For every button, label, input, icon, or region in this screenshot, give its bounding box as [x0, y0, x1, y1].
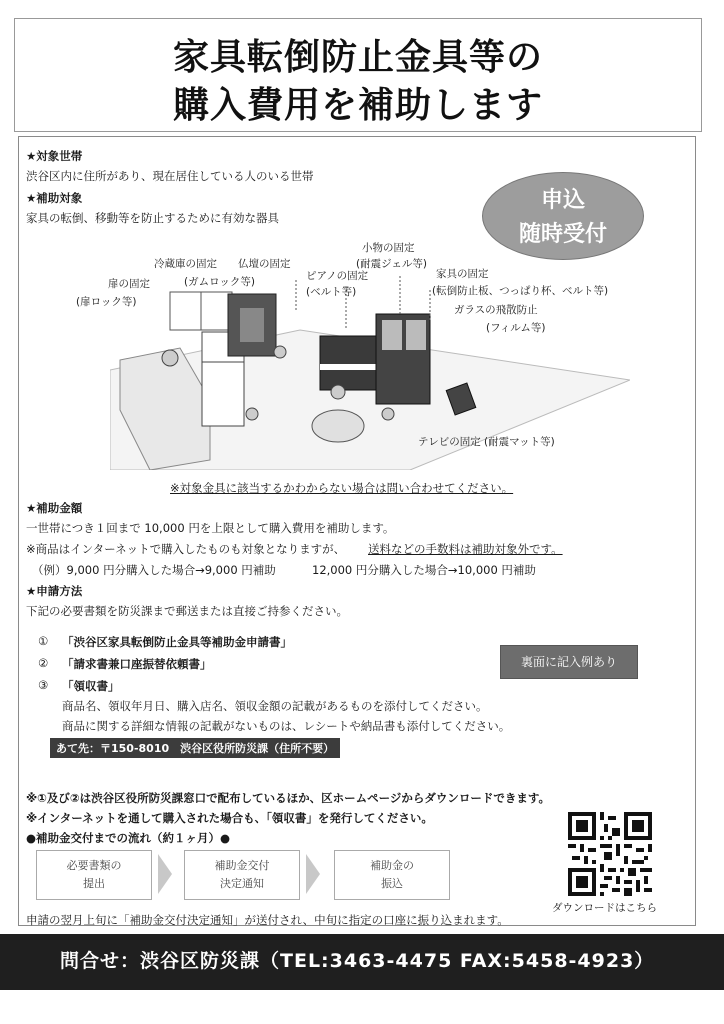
flow-arrow-icon: [158, 854, 172, 894]
doc3-number: ③: [38, 678, 49, 692]
flow-step-1-line-2: 提出: [83, 877, 105, 890]
target-household-text: 渋谷区内に住所があり、現在居住している人のいる世帯: [26, 169, 314, 183]
label-door-fix: 扉の固定: [108, 278, 150, 290]
flow-step-2: [184, 850, 300, 900]
label-belt: (ベルト等): [306, 286, 357, 298]
subsidy-line-2b: 送料などの手数料は補助対象外です。: [368, 542, 563, 556]
label-small-fix: 小物の固定: [362, 242, 415, 254]
flow-arrow-icon: [306, 854, 320, 894]
label-furniture-items: (転倒防止板、つっぱり杯、ベルト等): [432, 285, 609, 297]
target-item-text: 家具の転倒、移動等を防止するために有効な器具: [26, 211, 279, 225]
elder-figure: [274, 346, 286, 358]
person-figure: [162, 350, 178, 366]
label-quake-mat: (耐震マット等): [484, 436, 555, 448]
flow-step-2-line-1: 補助金交付: [214, 859, 270, 872]
label-gum-lock: (ガムロック等): [184, 276, 255, 288]
label-furniture-fix: 家具の固定: [436, 268, 489, 280]
flow-heading: ●補助金交付までの流れ（約１ヶ月）●: [26, 831, 231, 845]
flow-step-3-line-2: 振込: [381, 877, 403, 890]
subsidy-heading: ★補助金額: [26, 501, 83, 515]
target-item-heading: ★補助対象: [26, 191, 83, 205]
doc1-name: 「渋谷区家具転倒防止金具等補助金申請書」: [62, 635, 292, 649]
badge-line-2: 随時受付: [518, 222, 607, 247]
sofa-shape: [312, 410, 364, 442]
note-1: ※①及び②は渋谷区役所防災課窓口で配布しているほか、区ホームページからダウンロードできます。: [26, 791, 550, 805]
flow-step-3: [334, 850, 450, 900]
subsidy-line-1: 一世帯につき１回まで 10,000 円を上限として購入費用を補助します。: [26, 521, 395, 535]
note-2: ※インターネットを通して購入された場合も、「領収書」を発行してください。: [26, 811, 433, 825]
label-glass: ガラスの飛散防止: [454, 304, 538, 316]
title-line-1: 家具転倒防止金具等の: [172, 37, 543, 78]
flow-footnote: 申請の翌月上旬に「補助金交付決定通知」が送付され、中旬に指定の口座に振り込まれます。: [26, 913, 509, 927]
label-film: (フィルム等): [486, 322, 546, 334]
doc3-name: 「領収書」: [62, 679, 120, 693]
application-intro: 下記の必要書類を防災課まで郵送または直接ご持参ください。: [26, 604, 348, 618]
label-tv-fix: テレビの固定: [418, 436, 481, 448]
doc2-number: ②: [38, 656, 49, 670]
doc3-note-1: 商品名、領収年月日、購入店名、領収金額の記載があるものを添付してください。: [62, 699, 488, 713]
doc1-number: ①: [38, 634, 49, 648]
title-box: [14, 18, 702, 132]
label-piano-fix: ピアノの固定: [306, 270, 369, 282]
label-door-lock: (扉ロック等): [76, 296, 137, 308]
doc2-name: 「請求書兼口座振替依頼書」: [62, 657, 212, 671]
mailing-address: あて先：〒150-8010 渋谷区役所防災課（住所不要）: [50, 738, 340, 758]
example-on-back-button[interactable]: 裏面に記入例あり: [500, 645, 638, 679]
flow-step-3-line-1: 補助金の: [370, 859, 414, 872]
contact-footer: [0, 934, 724, 990]
subsidy-example-2: 12,000 円分購入した場合→10,000 円補助: [312, 563, 536, 577]
subsidy-line-2a: ※商品はインターネットで購入したものも対象となりますが、: [26, 542, 346, 556]
target-household-heading: ★対象世帯: [26, 149, 83, 163]
qr-code-icon[interactable]: [568, 812, 652, 896]
flow-step-1-line-1: 必要書類の: [66, 859, 122, 872]
doc3-note-2: 商品に関する詳細な情報の記載がないものは、レシートや納品書も添付してください。: [62, 719, 511, 733]
illustration-note: ※対象金具に該当するかわからない場合は問い合わせてください。: [170, 481, 514, 495]
flow-step-1: [36, 850, 152, 900]
title-line-2: 購入費用を補助します: [172, 85, 543, 126]
label-fridge-fix: 冷蔵庫の固定: [154, 258, 217, 270]
subsidy-example-1: （例）9,000 円分購入した場合→9,000 円補助: [32, 563, 276, 577]
child-figure: [246, 408, 258, 420]
label-quake-gel: (耐震ジェル等): [356, 258, 427, 270]
application-heading: ★申請方法: [26, 584, 83, 598]
badge-line-1: 申込: [540, 188, 585, 213]
qr-caption: ダウンロードはこちら: [552, 902, 657, 914]
contact-text: 問合せ：渋谷区防災課（TEL:3463-4475 FAX:5458-4923）: [60, 950, 655, 972]
label-altar-fix: 仏壇の固定: [238, 258, 291, 270]
flow-step-2-line-2: 決定通知: [220, 877, 264, 890]
